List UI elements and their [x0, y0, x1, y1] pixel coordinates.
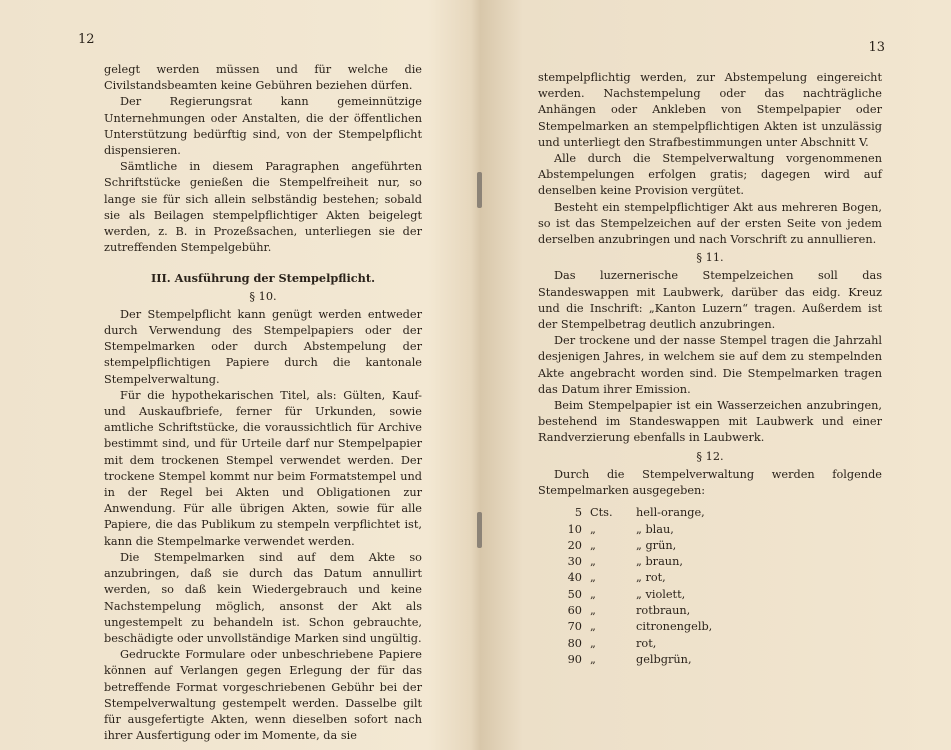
right-page: [480, 0, 951, 750]
stamp-value: 20: [567, 538, 582, 552]
stamp-value: 50: [567, 587, 582, 601]
left-page-text: [104, 62, 422, 744]
stamp-unit: „: [590, 652, 596, 666]
stamp-value: 5: [574, 506, 582, 520]
paragraph: Der trockene und der nasse Stempel tragen die Jahrzahl desjenigen Jahres, in welchem sie auf dem zu stempelnden Akte angebracht worden sind. Die Stempelmarken tragen das Datum ihrer Emission.: [538, 334, 882, 396]
stamp-list: [538, 505, 882, 668]
paragraph: Der Regierungsrat kann gemeinnützige Unternehmungen oder Anstalten, die der öffentlichen Unterstützung bedürftig sind, von der Stempelpflicht dispensieren.: [104, 95, 422, 158]
paragraph: stempelpflichtig werden, zur Abstempelung eingereicht werden. Nachstempelung oder das nachträgliche Anhängen oder Ankleben von Stempelpapier oder Stempelmarken an stempelpflichtigen Akten ist unzulässig und unterliegt den Strafbestimmungen unter Abschnitt V.: [538, 71, 882, 149]
paragraph: Der Stempelpflicht kann genügt werden entweder durch Verwendung des Stempelpapiers oder der Stempelmarken oder durch Abstempelung der stempelpflichtigen Papiere durch die kantonale Stempelverwaltung.: [104, 307, 422, 386]
stamp-color: „ blau,: [636, 522, 674, 536]
stamp-row: [538, 522, 882, 538]
paragraph: Sämtliche in diesem Paragraphen angeführten Schriftstücke genießen die Stempelfreiheit nur, so lange sie für sich allein selbständig bestehen; sobald sie als Beilagen stempelpflichtiger Akten beigelegt werden, z. B. in Prozeßsachen, unterliegen sie der zutreffenden Stempelgebühr.: [104, 160, 422, 255]
stamp-row: [538, 538, 882, 554]
stamp-value: 30: [567, 555, 582, 569]
stamp-value: 80: [567, 636, 582, 650]
paragraph: gelegt werden müssen und für welche die Civilstandsbeamten keine Gebühren beziehen dürfen.: [104, 63, 422, 93]
stamp-value: 40: [567, 571, 582, 585]
stamp-value: 70: [567, 620, 582, 634]
paragraph: Besteht ein stempelpflichtiger Akt aus mehreren Bogen, so ist das Stempelzeichen auf der ersten Seite von jedem derselben anzubringen und nach Vorschrift zu annullieren.: [538, 200, 882, 247]
stamp-unit: „: [590, 538, 596, 552]
stamp-value: 90: [567, 652, 582, 666]
stamp-unit: „: [590, 555, 596, 569]
stamp-color: rot,: [636, 636, 657, 650]
paragraph: Beim Stempelpapier ist ein Wasserzeichen anzubringen, bestehend im Standeswappen mit Laubwerk und einer Randverzierung ebenfalls in Laubwerk.: [538, 399, 882, 445]
stamp-row: [538, 570, 882, 586]
stamp-unit: „: [590, 604, 596, 618]
paragraph: Durch die Stempelverwaltung werden folgende Stempelmarken ausgegeben:: [538, 467, 882, 498]
stamp-color: „ rot,: [636, 571, 666, 585]
stamp-value: 10: [567, 522, 582, 536]
stamp-row: [538, 587, 882, 603]
stamp-color: „ braun,: [636, 555, 683, 569]
paragraph-number: § 12.: [696, 449, 724, 463]
stamp-row: [538, 636, 882, 652]
paragraph: Das luzernerische Stempelzeichen soll das Standeswappen mit Laubwerk, darüber das eidg. Kreuz und die Inschrift: „Kanton Luzern“ tragen. Außerdem ist der Stempelbetrag deutlich anzubringen.: [538, 269, 882, 332]
page-number: 13: [868, 40, 885, 55]
stamp-color: hell-orange,: [636, 506, 705, 520]
paragraph: Für die hypothekarischen Titel, als: Gülten, Kauf- und Auskaufbriefe, ferner für Urkunden, sowie amtliche Schriftstücke, die voraussichtlich für Archive bestimmt sind, und für Urteile darf nur Stempelpapier mit dem trockenen Stempel verwendet werden. Der trockene Stempel kommt nur beim Formatstempel und in der Regel bei Akten und Obligationen zur Anwendung. Für alle übrigen Akten, sowie für alle Papiere, die das Publikum zu stempeln verpflichtet ist, kann die Stempelmarke verwendet werden.: [104, 388, 422, 548]
stamp-unit: Cts.: [590, 506, 613, 520]
stamp-unit: „: [590, 620, 596, 634]
stamp-row: [538, 603, 882, 619]
stamp-unit: „: [590, 571, 596, 585]
paragraph-number: § 10.: [249, 289, 277, 303]
paragraph: Gedruckte Formulare oder unbeschriebene Papiere können auf Verlangen gegen Erlegung der für das betreffende Format vorgeschriebenen Gebühr bei der Stempelverwaltung gestempelt werden. Dasselbe gilt für ausgefertigte Akten, wenn dieselben sofort nach ihrer Ausfertigung oder im Momente, da sie: [104, 648, 422, 743]
stamp-color: citronengelb,: [636, 620, 713, 634]
stamp-unit: „: [590, 522, 596, 536]
section-heading: III. Ausführung der Stempelpflicht.: [150, 271, 376, 286]
stamp-unit: „: [590, 636, 596, 650]
stamp-unit: „: [590, 587, 596, 601]
stamp-color: gelbgrün,: [636, 652, 692, 666]
stamp-value: 60: [567, 604, 582, 618]
page-number: 12: [78, 32, 95, 47]
stamp-color: „ violett,: [636, 587, 686, 601]
paragraph: Die Stempelmarken sind auf dem Akte so anzubringen, daß sie durch das Datum annullirt werden, so daß kein Wiedergebrauch und keine Nachstempelung möglich, ansonst der Akt als ungestempelt zu behandeln ist. Schon gebrauchte, beschädigte oder unvollständige Marken sind ungültig.: [104, 550, 422, 645]
paragraph: Alle durch die Stempelverwaltung vorgenommenen Abstempelungen erfolgen gratis; dagegen wird auf denselben keine Provision vergütet.: [538, 152, 882, 198]
stamp-color: rotbraun,: [636, 604, 691, 618]
stamp-row: [538, 652, 882, 668]
right-page-text: [538, 70, 882, 668]
stamp-row: [538, 554, 882, 570]
stamp-row: [538, 505, 882, 521]
stamp-row: [538, 619, 882, 635]
stamp-color: „ grün,: [636, 538, 677, 552]
paragraph-number: § 11.: [696, 251, 724, 265]
